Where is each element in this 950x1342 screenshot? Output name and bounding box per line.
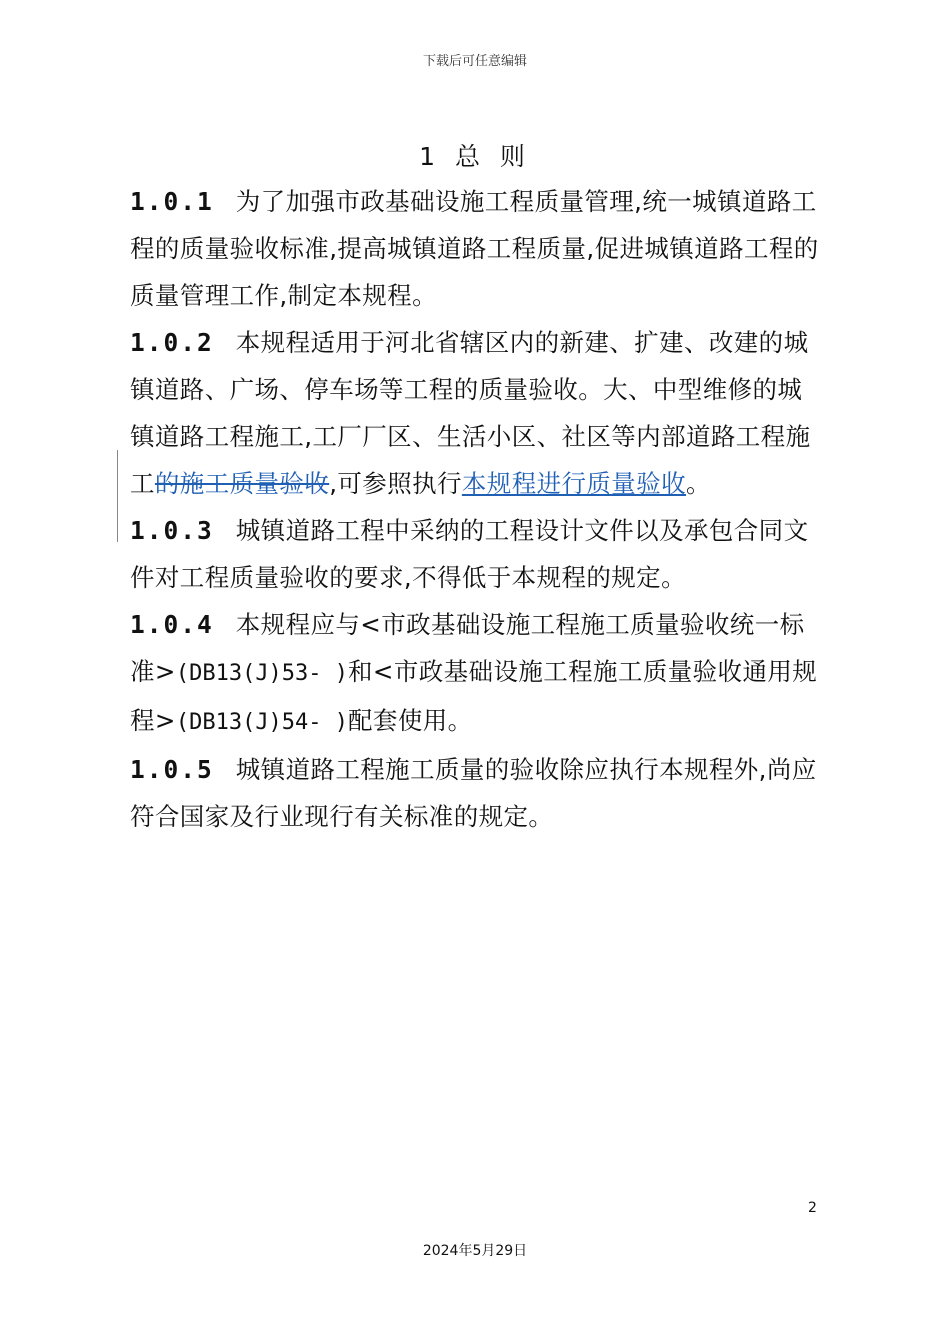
clause-1-0-3	[130, 507, 820, 601]
clause-text: 城镇道路工程中采纳的工程设计文件以及承包合同文件对工程质量验收的要求,不得低于本规程的规定。	[130, 516, 809, 592]
clause-1-0-4	[130, 601, 820, 746]
clause-text: 城镇道路工程施工质量的验收除应执行本规程外,尚应符合国家及行业现行有关标准的规定。	[130, 755, 817, 831]
clause-text-middle: ,可参照执行	[329, 469, 462, 498]
clause-number: 1.0.1	[130, 187, 214, 216]
page-number: 2	[808, 1200, 817, 1216]
clause-text: 本规程适用于河北省辖区内的新建、扩建、改建的城镇道路、广场、停车场等工程的质量验收。大、中型维修的城镇道路工程施工,工厂厂区、生活小区、社区等内部道路工程施工	[130, 328, 811, 498]
clause-text-end: 。	[686, 469, 711, 498]
clause-text: 为了加强市政基础设施工程质量管理,统一城镇道路工程的质量验收标准,提高城镇道路工程质量,促进城镇道路工程的质量管理工作,制定本规程。	[130, 187, 819, 310]
header-note: 下载后可任意编辑	[422, 54, 527, 69]
tracked-deletion: 的施工质量验收	[154, 469, 330, 498]
clause-number: 1.0.2	[130, 328, 214, 357]
standard-code: (DB13(J)53- )	[175, 661, 349, 686]
clause-1-0-2	[130, 319, 820, 507]
standard-code: (DB13(J)54- )	[175, 710, 349, 735]
document-body	[130, 178, 820, 840]
clause-number: 1.0.3	[130, 516, 214, 545]
clause-1-0-5	[130, 746, 820, 840]
tracked-insertion: 本规程进行质量验收	[461, 469, 687, 498]
footer-date: 2024年5月29日	[422, 1243, 528, 1259]
section-title: 1 总 则	[419, 142, 531, 171]
clause-text: 和<市政基础设施工程施工质量验收通用规程>	[130, 657, 818, 735]
clause-number: 1.0.5	[130, 755, 214, 784]
clause-text: 配套使用。	[348, 706, 473, 735]
clause-text: 本规程应与<市政基础设施工程施工质量验收统一标准>	[130, 610, 805, 686]
clause-number: 1.0.4	[130, 610, 214, 639]
clause-1-0-1	[130, 178, 820, 319]
revision-change-bar	[117, 450, 118, 542]
